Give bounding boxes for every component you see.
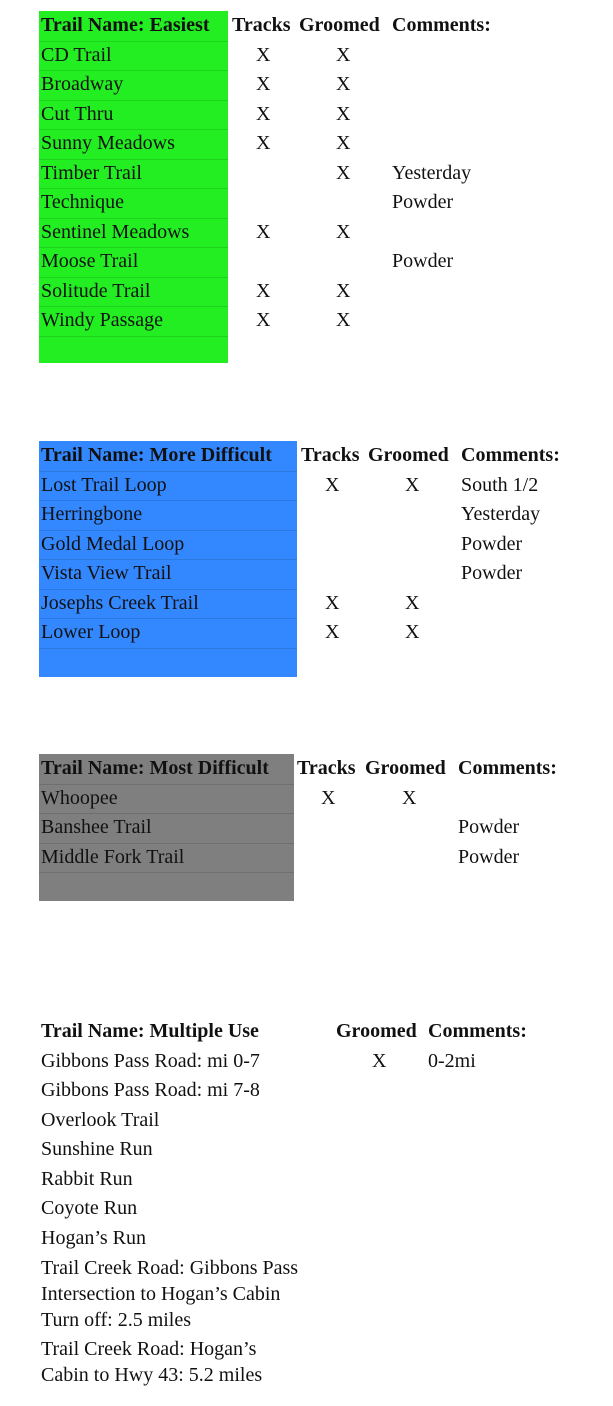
header-comments: Comments: [461, 444, 560, 466]
trail-name: Gibbons Pass Road: mi 7-8 [41, 1079, 260, 1101]
trail-comment: Powder [392, 191, 454, 213]
table-row [0, 843, 613, 872]
table-row [0, 277, 613, 306]
trail-name: Sunny Meadows [41, 132, 175, 154]
trail-name-line: Cabin to Hwy 43: 5.2 miles [41, 1364, 263, 1386]
trail-name-line: Trail Creek Road: Gibbons Pass [41, 1257, 299, 1279]
table-row [0, 1047, 613, 1076]
table-row [0, 129, 613, 158]
trail-name: Vista View Trail [41, 562, 172, 584]
table-row [0, 247, 613, 276]
trail-name: Coyote Run [41, 1197, 138, 1219]
trail-name: CD Trail [41, 44, 112, 66]
trail-name: Hogan’s Run [41, 1227, 146, 1249]
trail-name: Sentinel Meadows [41, 221, 190, 243]
header-tracks: Tracks [301, 444, 360, 466]
table-row [0, 188, 613, 217]
table-header [0, 754, 613, 783]
tracks-mark: X [321, 787, 336, 809]
trail-comment: Powder [461, 562, 523, 584]
row-divider [39, 648, 297, 649]
header-trail-name: Trail Name: Most Difficult [41, 757, 269, 779]
trail-name: Moose Trail [41, 250, 139, 272]
header-tracks: Tracks [232, 14, 291, 36]
trail-name: Banshee Trail [41, 816, 152, 838]
trail-comment: 0-2mi [428, 1050, 476, 1072]
table-row [0, 618, 613, 647]
trail-comment: South 1/2 [461, 474, 539, 496]
groomed-mark: X [402, 787, 417, 809]
trail-name-line: Turn off: 2.5 miles [41, 1309, 192, 1331]
groomed-mark: X [405, 592, 420, 614]
header-groomed: Groomed [299, 14, 380, 36]
groomed-mark: X [336, 44, 351, 66]
groomed-mark: X [336, 132, 351, 154]
tracks-mark: X [325, 474, 340, 496]
trail-name: Windy Passage [41, 309, 163, 331]
table-row [0, 1224, 613, 1253]
table-row [0, 41, 613, 70]
trail-name: Sunshine Run [41, 1138, 153, 1160]
trail-comment: Powder [458, 816, 520, 838]
table-row [0, 70, 613, 99]
groomed-mark: X [372, 1050, 387, 1072]
header-comments: Comments: [458, 757, 557, 779]
table-row [0, 1106, 613, 1135]
table-header [0, 441, 613, 470]
tracks-mark: X [256, 309, 271, 331]
table-row [0, 500, 613, 529]
trail-name: Overlook Trail [41, 1109, 160, 1131]
table-row [0, 306, 613, 335]
table-row [0, 218, 613, 247]
groomed-mark: X [336, 221, 351, 243]
table-row [0, 530, 613, 559]
trail-comment: Powder [461, 533, 523, 555]
groomed-mark: X [405, 474, 420, 496]
header-trail-name: Trail Name: Easiest [41, 14, 210, 36]
trail-name: Technique [41, 191, 125, 213]
trail-name: Josephs Creek Trail [41, 592, 199, 614]
header-comments: Comments: [428, 1020, 527, 1042]
tracks-mark: X [325, 592, 340, 614]
trail-name: Rabbit Run [41, 1168, 133, 1190]
trail-name: Cut Thru [41, 103, 114, 125]
tracks-mark: X [256, 73, 271, 95]
groomed-mark: X [336, 280, 351, 302]
table-row [0, 559, 613, 588]
header-groomed: Groomed [336, 1020, 417, 1042]
table-row [0, 1165, 613, 1194]
trail-comment: Yesterday [392, 162, 472, 184]
trail-name-multiline [41, 1255, 298, 1333]
trail-name: Gold Medal Loop [41, 533, 185, 555]
groomed-mark: X [336, 73, 351, 95]
table-row [0, 1194, 613, 1223]
table-row [0, 1076, 613, 1105]
groomed-mark: X [336, 103, 351, 125]
row-divider [39, 872, 294, 873]
header-trail-name: Trail Name: Multiple Use [41, 1020, 259, 1042]
row-divider [39, 336, 228, 337]
header-trail-name: Trail Name: More Difficult [41, 444, 272, 466]
table-row [0, 1135, 613, 1164]
trail-name: Lost Trail Loop [41, 474, 167, 496]
tracks-mark: X [256, 44, 271, 66]
tracks-mark: X [256, 103, 271, 125]
table-row [0, 471, 613, 500]
table-header [0, 11, 613, 40]
trail-name: Gibbons Pass Road: mi 0-7 [41, 1050, 260, 1072]
groomed-mark: X [336, 309, 351, 331]
header-groomed: Groomed [365, 757, 446, 779]
trail-name: Lower Loop [41, 621, 141, 643]
trail-comment: Powder [392, 250, 454, 272]
tracks-mark: X [256, 221, 271, 243]
trail-name-line: Trail Creek Road: Hogan’s [41, 1338, 257, 1360]
table-row [0, 589, 613, 618]
tracks-mark: X [325, 621, 340, 643]
trail-name: Herringbone [41, 503, 143, 525]
groomed-mark: X [336, 162, 351, 184]
trail-comment: Yesterday [461, 503, 541, 525]
groomed-mark: X [405, 621, 420, 643]
trail-name: Middle Fork Trail [41, 846, 185, 868]
header-comments: Comments: [392, 14, 491, 36]
trail-name: Whoopee [41, 787, 118, 809]
table-row [0, 813, 613, 842]
trail-name: Timber Trail [41, 162, 142, 184]
tracks-mark: X [256, 280, 271, 302]
header-tracks: Tracks [297, 757, 356, 779]
table-row [0, 784, 613, 813]
trail-name: Solitude Trail [41, 280, 151, 302]
table-row [0, 100, 613, 129]
tracks-mark: X [256, 132, 271, 154]
trail-name-multiline [41, 1336, 262, 1388]
header-groomed: Groomed [368, 444, 449, 466]
trail-name-line: Intersection to Hogan’s Cabin [41, 1283, 281, 1305]
trail-comment: Powder [458, 846, 520, 868]
trail-name: Broadway [41, 73, 124, 95]
table-header [0, 1017, 613, 1046]
table-row [0, 159, 613, 188]
